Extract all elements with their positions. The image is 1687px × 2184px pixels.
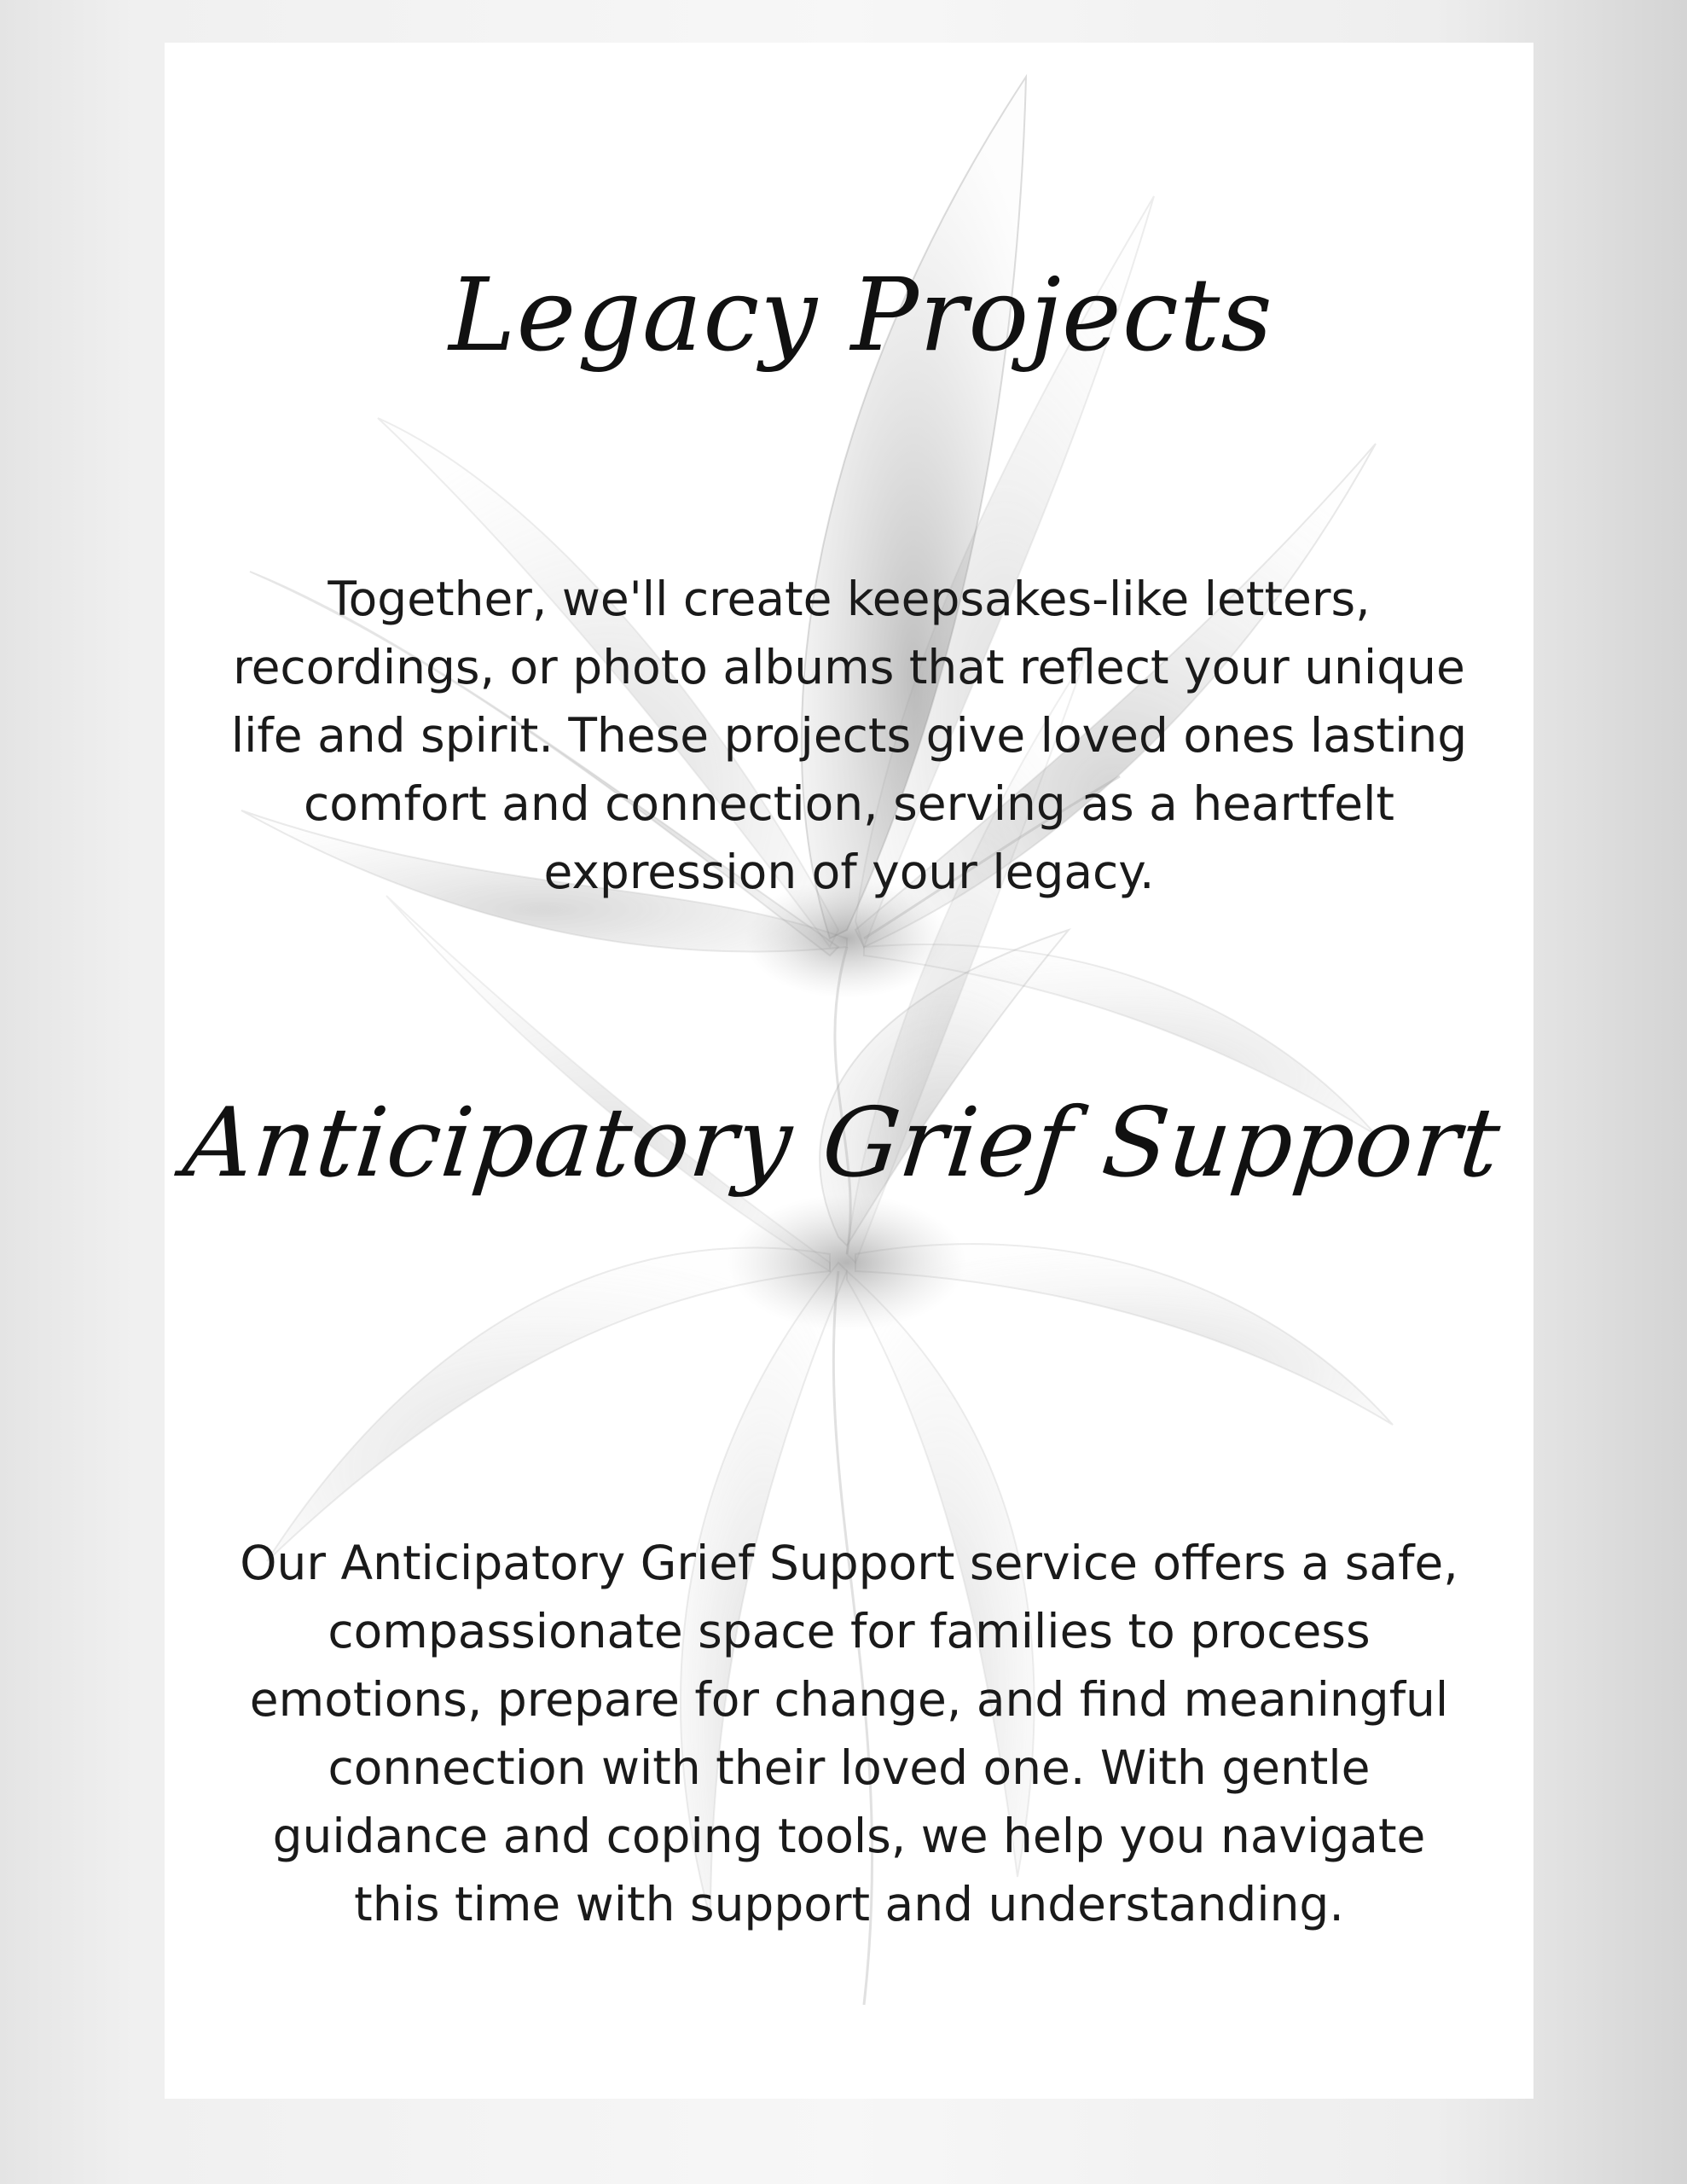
legacy-projects-heading: Legacy Projects bbox=[449, 256, 1273, 374]
paragraph-line: Our Anticipatory Grief Support service offers a safe, bbox=[240, 1536, 1458, 1590]
paragraph-line: emotions, prepare for change, and find meaningful bbox=[249, 1672, 1449, 1727]
paragraph-line: this time with support and understanding. bbox=[354, 1877, 1344, 1931]
paragraph-line: recordings, or photo albums that reflect your unique bbox=[233, 640, 1465, 694]
paragraph-line: Together, we'll create keepsakes-like letters, bbox=[328, 572, 1371, 626]
document-page bbox=[165, 43, 1533, 2099]
paragraph-line: comfort and connection, serving as a heartfelt bbox=[304, 776, 1394, 831]
paragraph-line: expression of your legacy. bbox=[543, 845, 1155, 899]
paragraph-line: connection with their loved one. With gentle bbox=[328, 1740, 1371, 1795]
paragraph-line: life and spirit. These projects give loved ones lasting bbox=[230, 708, 1468, 763]
anticipatory-grief-support-paragraph bbox=[165, 1529, 1533, 1938]
paragraph-line: guidance and coping tools, we help you navigate bbox=[272, 1809, 1426, 1863]
legacy-projects-paragraph bbox=[165, 565, 1533, 906]
paragraph-line: compassionate space for families to process bbox=[328, 1604, 1371, 1658]
anticipatory-grief-support-heading: Anticipatory Grief Support bbox=[178, 1088, 1506, 1199]
